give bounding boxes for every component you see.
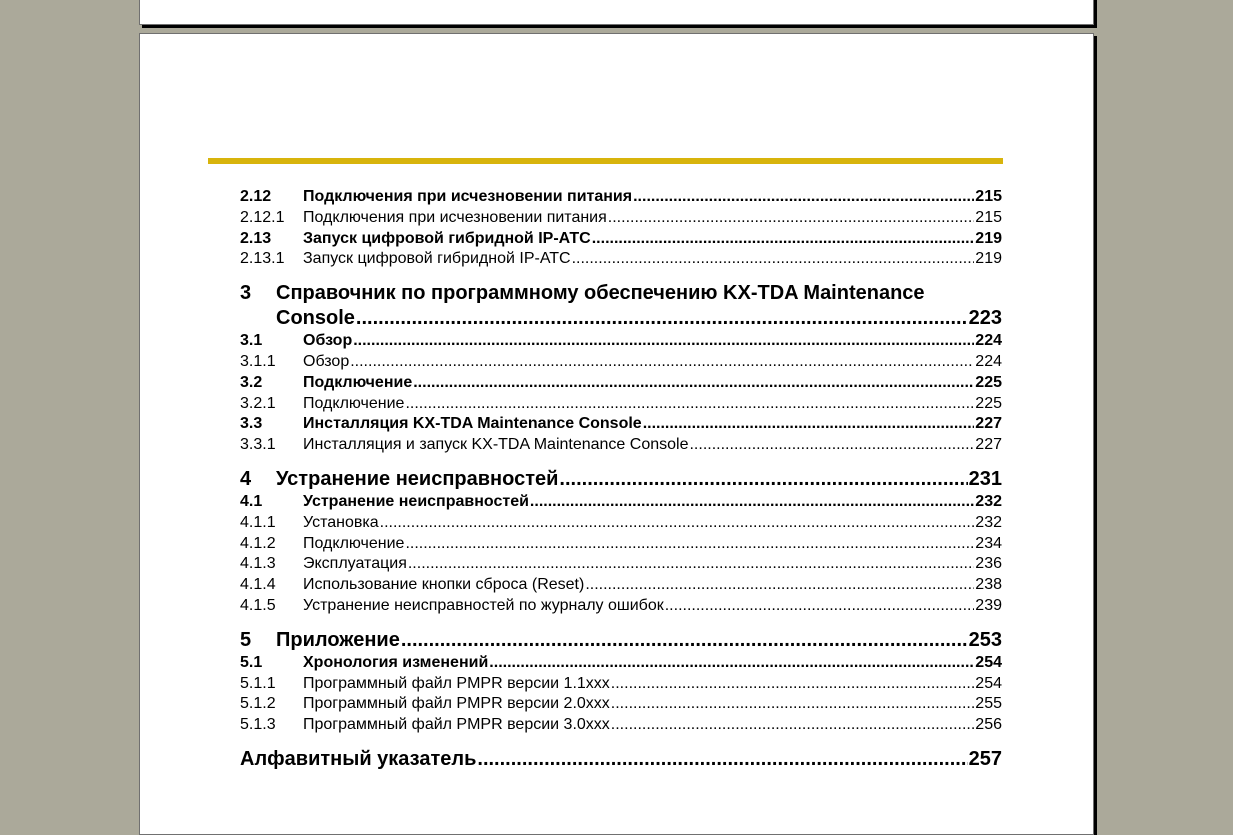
toc-page: 234	[975, 534, 1002, 552]
toc-leader	[611, 715, 975, 736]
toc-chapter-3[interactable]	[240, 281, 1002, 331]
toc-leader	[643, 414, 975, 435]
toc-leader	[633, 187, 974, 208]
toc-number: 3.1	[240, 332, 263, 350]
toc-title: Эксплуатация	[303, 555, 407, 573]
toc-page: 232	[975, 492, 1002, 510]
toc-entry-3-2-1[interactable]	[240, 394, 1002, 415]
toc-number: 5	[240, 628, 252, 651]
toc-number: 3	[240, 282, 252, 305]
toc-leader	[530, 492, 974, 513]
toc-number: 5.1.1	[240, 674, 276, 692]
toc-entry-5-1-3[interactable]	[240, 715, 1002, 736]
toc-entry-4-1-3[interactable]	[240, 554, 1002, 575]
toc-number: 3.3.1	[240, 436, 276, 454]
toc-number: 4.1.4	[240, 576, 276, 594]
toc-title: Инсталляция KX-TDA Maintenance Console	[303, 415, 642, 433]
toc-title: Хронология изменений	[303, 653, 489, 671]
toc-leader	[611, 694, 975, 715]
toc-page: 224	[975, 352, 1002, 370]
toc-page: 254	[975, 653, 1002, 671]
toc-leader	[572, 249, 975, 270]
toc-page: 239	[975, 596, 1002, 614]
toc-number: 2.12	[240, 188, 272, 205]
toc-number: 4.1.3	[240, 555, 276, 573]
toc-number: 3.1.1	[240, 352, 276, 370]
toc-entry-2-13[interactable]	[240, 229, 1002, 250]
toc-number: 2.12.1	[240, 208, 285, 226]
document-page	[139, 33, 1094, 835]
toc-number: 3.2	[240, 373, 263, 391]
toc-title: Инсталляция и запуск KX-TDA Maintenance Console	[303, 436, 689, 454]
toc-entry-4-1-4[interactable]	[240, 575, 1002, 596]
toc-entry-2-12-1[interactable]	[240, 208, 1002, 229]
toc-leader	[405, 534, 974, 555]
toc-entry-3-3-1[interactable]	[240, 435, 1002, 456]
table-of-contents	[240, 187, 1002, 772]
toc-leader	[408, 554, 974, 575]
toc-entry-4-1-2[interactable]	[240, 534, 1002, 555]
toc-title: Устранение неисправностей	[276, 467, 559, 490]
toc-leader	[592, 229, 975, 250]
toc-leader	[380, 513, 975, 534]
toc-leader	[585, 575, 974, 596]
toc-leader	[353, 331, 974, 352]
toc-entry-4-1[interactable]	[240, 492, 1002, 513]
toc-page: 225	[975, 373, 1002, 391]
toc-number: 4.1.5	[240, 596, 276, 614]
toc-title-line2: Console	[276, 307, 355, 330]
toc-page: 257	[968, 747, 1002, 770]
toc-entry-3-3[interactable]	[240, 414, 1002, 435]
toc-page: 223	[968, 307, 1002, 330]
toc-title: Запуск цифровой гибридной IP-АТС	[303, 229, 591, 247]
toc-title: Подключения при исчезновении питания	[303, 188, 633, 205]
toc-number: 5.1.3	[240, 716, 276, 734]
toc-title: Запуск цифровой гибридной IP-АТС	[303, 250, 571, 268]
toc-leader	[401, 628, 968, 653]
toc-page: 215	[975, 188, 1002, 205]
toc-entry-5-1-2[interactable]	[240, 694, 1002, 715]
toc-title-line1: Справочник по программному обеспечению KX-TDA Maintenance	[276, 282, 925, 305]
toc-page: 236	[975, 555, 1002, 573]
toc-entry-5-1[interactable]	[240, 653, 1002, 674]
toc-chapter-4[interactable]	[240, 467, 1002, 492]
toc-page: 227	[975, 415, 1002, 433]
toc-page: 253	[968, 628, 1002, 651]
toc-number: 3.3	[240, 415, 263, 433]
toc-page: 254	[975, 674, 1002, 692]
toc-title: Обзор	[303, 332, 353, 350]
toc-leader	[356, 306, 968, 331]
toc-entry-4-1-5[interactable]	[240, 596, 1002, 617]
toc-title: Подключение	[303, 394, 405, 412]
toc-title: Подключение	[303, 534, 405, 552]
toc-entry-2-13-1[interactable]	[240, 249, 1002, 270]
toc-title: Программный файл PMPR версии 2.0xxx	[303, 695, 610, 713]
toc-number: 4.1.2	[240, 534, 276, 552]
toc-number: 5.1	[240, 653, 263, 671]
toc-title: Установка	[303, 513, 379, 531]
toc-page: 225	[975, 394, 1002, 412]
toc-entry-2-12[interactable]	[240, 187, 1002, 208]
toc-title: Использование кнопки сброса (Reset)	[303, 576, 585, 594]
toc-page: 255	[975, 695, 1002, 713]
toc-index[interactable]	[240, 747, 1002, 772]
toc-page: 215	[975, 208, 1002, 226]
toc-number: 4	[240, 467, 252, 490]
toc-title: Устранение неисправностей по журналу ошибок	[303, 596, 664, 614]
toc-page: 231	[968, 467, 1002, 490]
toc-page: 219	[975, 229, 1002, 247]
toc-leader	[413, 373, 974, 394]
toc-page: 227	[975, 436, 1002, 454]
toc-title: Устранение неисправностей	[303, 492, 529, 510]
header-rule	[208, 158, 1003, 164]
toc-leader	[665, 596, 975, 617]
toc-entry-3-1-1[interactable]	[240, 352, 1002, 373]
toc-title: Программный файл PMPR версии 3.0xxx	[303, 716, 610, 734]
toc-number: 4.1	[240, 492, 263, 510]
toc-entry-3-1[interactable]	[240, 331, 1002, 352]
toc-title: Алфавитный указатель	[240, 747, 477, 770]
toc-entry-5-1-1[interactable]	[240, 674, 1002, 695]
toc-page: 219	[975, 250, 1002, 268]
toc-title: Подключение	[303, 373, 413, 391]
toc-page: 232	[975, 513, 1002, 531]
previous-page	[139, 0, 1094, 25]
toc-title: Обзор	[303, 352, 350, 370]
toc-number: 2.13	[240, 229, 272, 247]
toc-leader	[350, 352, 974, 373]
toc-leader	[489, 653, 974, 674]
toc-chapter-5[interactable]	[240, 628, 1002, 653]
toc-title: Подключения при исчезновении питания	[303, 208, 607, 226]
toc-leader	[405, 394, 974, 415]
toc-title: Программный файл PMPR версии 1.1xxx	[303, 674, 610, 692]
toc-page: 238	[975, 576, 1002, 594]
toc-title: Приложение	[276, 628, 400, 651]
toc-leader	[608, 208, 975, 229]
toc-leader	[611, 674, 975, 695]
toc-number: 3.2.1	[240, 394, 276, 412]
toc-number: 5.1.2	[240, 695, 276, 713]
toc-entry-4-1-1[interactable]	[240, 513, 1002, 534]
toc-page: 224	[975, 332, 1002, 350]
toc-leader	[559, 467, 967, 492]
toc-number: 4.1.1	[240, 513, 276, 531]
toc-page: 256	[975, 716, 1002, 734]
toc-number: 2.13.1	[240, 250, 285, 268]
toc-entry-3-2[interactable]	[240, 373, 1002, 394]
toc-leader	[477, 747, 967, 772]
toc-leader	[689, 435, 974, 456]
